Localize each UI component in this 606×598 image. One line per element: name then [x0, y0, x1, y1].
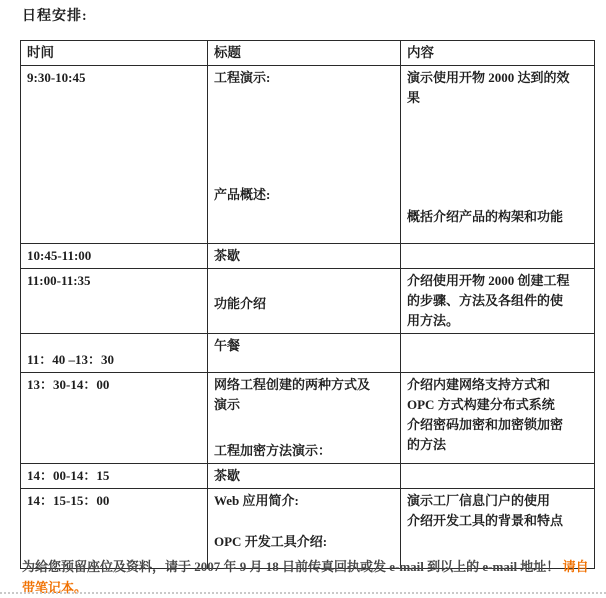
table-row: [21, 334, 595, 373]
title-cell: [208, 244, 401, 269]
table-row: [21, 66, 595, 244]
cell-text: 介绍使用开物 2000 创建工程的步骤、方法及各组件的使用方法。: [407, 273, 570, 328]
page-break-divider: [0, 592, 606, 594]
content-cell: [401, 66, 595, 244]
cell-text: 午餐: [214, 338, 241, 353]
cell-text: OPC 开发工具介绍:: [214, 534, 328, 549]
cell-text: 产品概述:: [214, 187, 271, 202]
content-cell: [401, 244, 595, 269]
table-row: [21, 464, 595, 489]
time-cell: [21, 244, 208, 269]
cell-text: 9:30-10:45: [27, 70, 86, 85]
cell-text: 工程加密方法演示：: [214, 443, 332, 458]
content-cell: [401, 373, 595, 464]
cell-text: 介绍密码加密和加密锁加密的方法: [407, 417, 564, 452]
table-row: [21, 269, 595, 334]
column-header-content: 内容: [401, 41, 595, 66]
content-cell: [401, 269, 595, 334]
cell-text: 功能介绍: [214, 296, 267, 311]
title-cell: [208, 464, 401, 489]
cell-text: 11：40 –13：30: [27, 352, 115, 367]
column-header-title: 标题: [208, 41, 401, 66]
cell-text: 演示工厂信息门户的使用: [407, 493, 551, 508]
time-cell: [21, 66, 208, 244]
content-cell: [401, 464, 595, 489]
time-cell: [21, 334, 208, 373]
title-cell: [208, 269, 401, 334]
cell-text: 11:00-11:35: [27, 273, 91, 288]
page-title: 日程安排:: [22, 9, 88, 24]
cell-text: 介绍内建网络支持方式和 OPC 方式构建分布式系统: [407, 377, 555, 412]
cell-text: 网络工程创建的两种方式及演示: [214, 377, 371, 412]
cell-text: 工程演示:: [214, 70, 271, 85]
cell-text: 茶歇: [214, 468, 241, 483]
cell-text: 14：00-14：15: [27, 468, 110, 483]
content-cell: [401, 334, 595, 373]
column-header-time: 时间: [21, 41, 208, 66]
cell-text: 10:45-11:00: [27, 248, 92, 263]
cell-text: 概括介绍产品的构架和功能: [407, 209, 564, 224]
cell-text: Web 应用简介:: [214, 493, 299, 508]
cell-text: 13：30-14：00: [27, 377, 110, 392]
footer-highlight: 请自带笔记本。: [22, 559, 589, 595]
title-cell: [208, 334, 401, 373]
table-row: [21, 373, 595, 464]
title-cell: [208, 373, 401, 464]
title-cell: [208, 66, 401, 244]
footer-text: 为给您预留座位及资料，请于 2007 年 9 月 18 日前传真回执或发 e-mail 到以上的 e-mail 地址！: [22, 559, 563, 574]
cell-text: 14：15-15：00: [27, 493, 110, 508]
time-cell: [21, 373, 208, 464]
table-header-row: [21, 41, 595, 66]
agenda-table: [20, 40, 595, 569]
time-cell: [21, 464, 208, 489]
cell-text: 介绍开发工具的背景和特点: [407, 513, 564, 528]
table-row: [21, 244, 595, 269]
cell-text: 茶歇: [214, 248, 241, 263]
time-cell: [21, 269, 208, 334]
cell-text: 演示使用开物 2000 达到的效果: [407, 70, 570, 105]
